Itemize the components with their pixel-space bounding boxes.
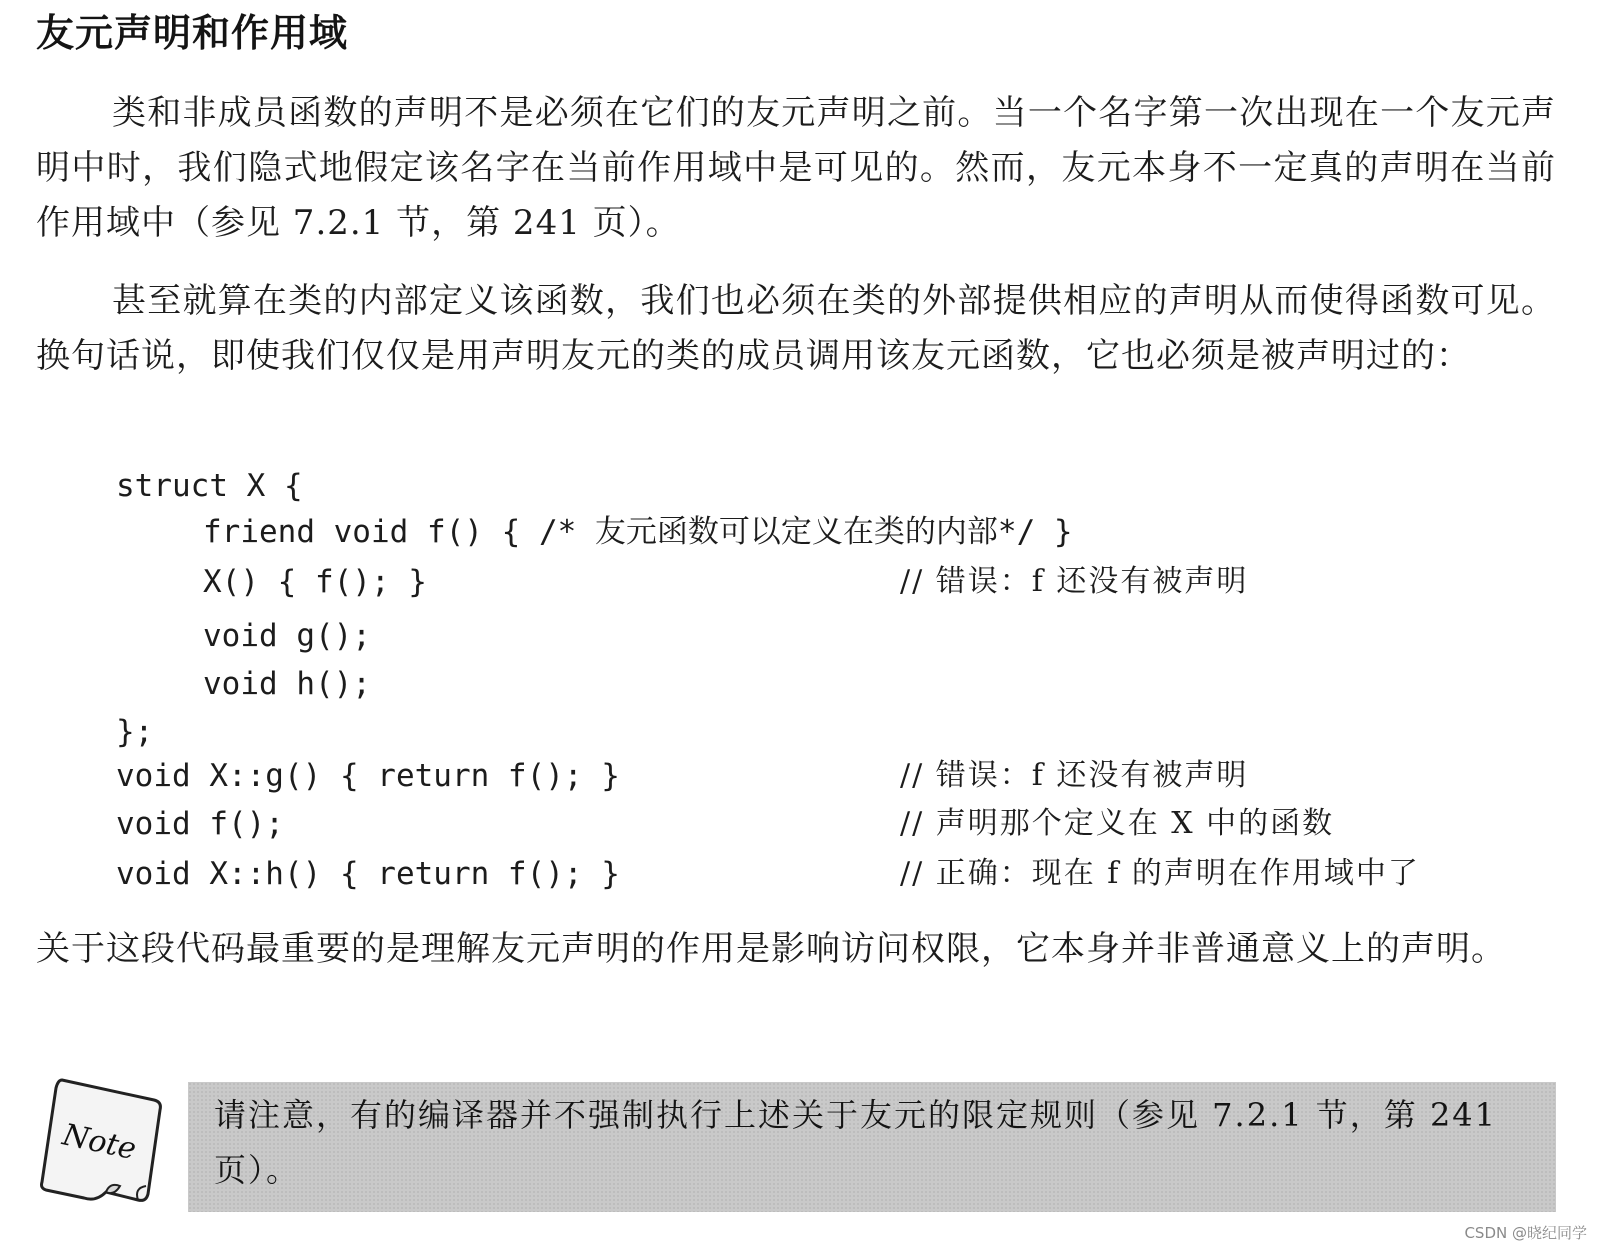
code-line-3: X() { f(); } (203, 564, 427, 600)
watermark: CSDN @晓纪同学 (1464, 1224, 1587, 1242)
note-box (188, 1082, 1556, 1212)
note-callout (36, 1066, 1559, 1216)
code-line-7: void X::g() { return f(); } (116, 758, 620, 794)
paragraph-friend-declaration-scope: 类和非成员函数的声明不是必须在它们的友元声明之前。当一个名字第一次出现在一个友元声明中时，我们隐式地假定该名字在当前作用域中是可见的。然而，友元本身不一定真的声明在当前作用域中（参见 7.2.1 节，第 241 页）。 (36, 93, 1556, 243)
code-line-1: struct X { (116, 468, 303, 504)
code-line-8: void f(); (116, 806, 284, 842)
code-comment-8: // 声明那个定义在 X 中的函数 (900, 806, 1335, 841)
code-comment-7: // 错误：f 还没有被声明 (900, 758, 1249, 793)
section-title: 友元声明和作用域 (36, 11, 349, 55)
code-line-2: friend void f() { /* 友元函数可以定义在类的内部*/ } (203, 514, 1073, 550)
note-text: 请注意，有的编译器并不强制执行上述关于友元的限定规则（参见 7.2.1 节，第 241 页）。 (214, 1096, 1498, 1189)
code-line-6: }; (116, 714, 154, 750)
paragraph-summary: 关于这段代码最重要的是理解友元声明的作用是影响访问权限，它本身并非普通意义上的声明。 (36, 929, 1506, 969)
paragraph-function-visibility: 甚至就算在类的内部定义该函数，我们也必须在类的外部提供相应的声明从而使得函数可见。换句话说，即使我们仅仅是用声明友元的类的成员调用该友元函数，它也必须是被声明过的： (36, 281, 1556, 376)
code-line-5: void h(); (203, 666, 371, 702)
code-comment-3: // 错误：f 还没有被声明 (900, 564, 1249, 599)
code-line-9: void X::h() { return f(); } (116, 856, 620, 892)
note-paper-icon (36, 1074, 166, 1208)
code-comment-9: // 正确：现在 f 的声明在作用域中了 (900, 856, 1420, 891)
note-icon-label: Note (59, 1117, 140, 1168)
code-line-4: void g(); (203, 618, 371, 654)
